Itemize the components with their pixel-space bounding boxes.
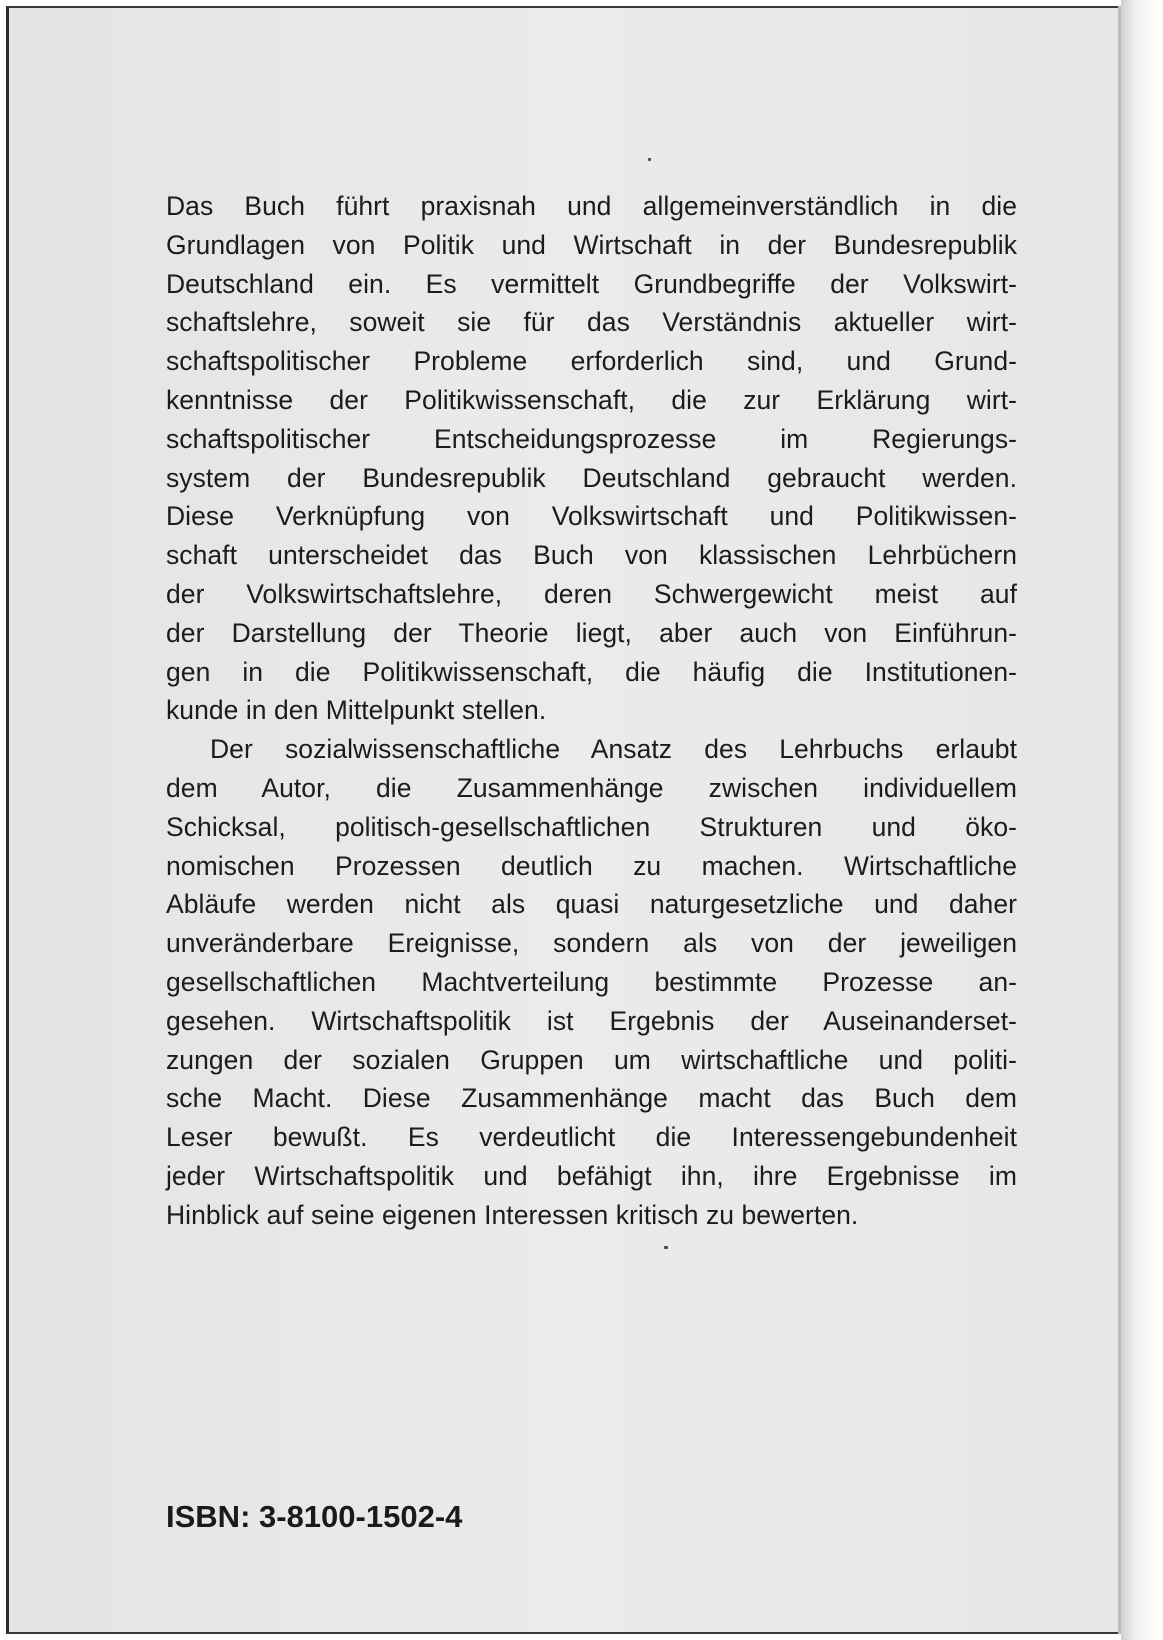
text-line: kenntnisse der Politikwissenschaft, die zur Erklärung wirt- <box>166 384 1017 415</box>
text-line: kunde in den Mittelpunkt stellen. <box>166 695 547 726</box>
text-line: sche Macht. Diese Zusammenhänge macht das Buch dem <box>166 1083 1017 1114</box>
text-line: jeder Wirtschaftspolitik und befähigt ihn, ihre Ergebnisse im <box>166 1160 1017 1191</box>
text-line: Diese Verknüpfung von Volkswirtschaft und Politikwissen- <box>166 501 1017 532</box>
text-line: gen in die Politikwissenschaft, die häufig die Institutionen- <box>166 656 1017 687</box>
text-line: schaft unterscheidet das Buch von klassischen Lehrbüchern <box>166 540 1017 571</box>
text-line: Abläufe werden nicht als quasi naturgesetzliche und daher <box>166 889 1017 920</box>
paragraph-2 <box>166 730 1017 1234</box>
text-line: der Darstellung der Theorie liegt, aber auch von Einführun- <box>166 617 1017 648</box>
text-line: gesehen. Wirtschaftspolitik ist Ergebnis der Auseinanderset- <box>166 1005 1017 1036</box>
isbn-number: ISBN: 3-8100-1502-4 <box>166 1499 463 1534</box>
text-line: Leser bewußt. Es verdeutlicht die Interessengebundenheit <box>166 1122 1017 1153</box>
text-line: schaftslehre, soweit sie für das Verständnis aktueller wirt- <box>166 307 1017 338</box>
text-line: der Volkswirtschaftslehre, deren Schwergewicht meist auf <box>166 578 1017 609</box>
speck <box>648 158 651 161</box>
blurb-text <box>166 187 1017 1235</box>
text-line: schaftspolitischer Entscheidungsprozesse im Regierungs- <box>166 423 1017 454</box>
text-line: system der Bundesrepublik Deutschland gebraucht werden. <box>166 462 1017 493</box>
text-line: dem Autor, die Zusammenhänge zwischen individuellem <box>166 772 1017 803</box>
text-line: Der sozialwissenschaftliche Ansatz des Lehrbuchs erlaubt <box>210 734 1017 765</box>
text-line: Hinblick auf seine eigenen Interessen kritisch zu bewerten. <box>166 1199 859 1230</box>
text-line: gesellschaftlichen Machtverteilung bestimmte Prozesse an- <box>166 966 1017 997</box>
speck <box>664 1246 668 1249</box>
text-line: Schicksal, politisch-gesellschaftlichen Strukturen und öko- <box>166 811 1017 842</box>
paragraph-1 <box>166 187 1017 730</box>
text-line: nomischen Prozessen deutlich zu machen. Wirtschaftliche <box>166 850 1017 881</box>
text-line: Das Buch führt praxisnah und allgemeinverständlich in die <box>166 191 1017 221</box>
text-line: Deutschland ein. Es vermittelt Grundbegriffe der Volkswirt- <box>166 268 1017 299</box>
text-line: zungen der sozialen Gruppen um wirtschaftliche und politi- <box>166 1044 1017 1075</box>
text-line: schaftspolitischer Probleme erforderlich sind, und Grund- <box>166 346 1017 377</box>
text-line: Grundlagen von Politik und Wirtschaft in der Bundesrepublik <box>166 229 1017 260</box>
text-line: unveränderbare Ereignisse, sondern als von der jeweiligen <box>166 928 1017 959</box>
book-spine-edge <box>1121 0 1163 1640</box>
